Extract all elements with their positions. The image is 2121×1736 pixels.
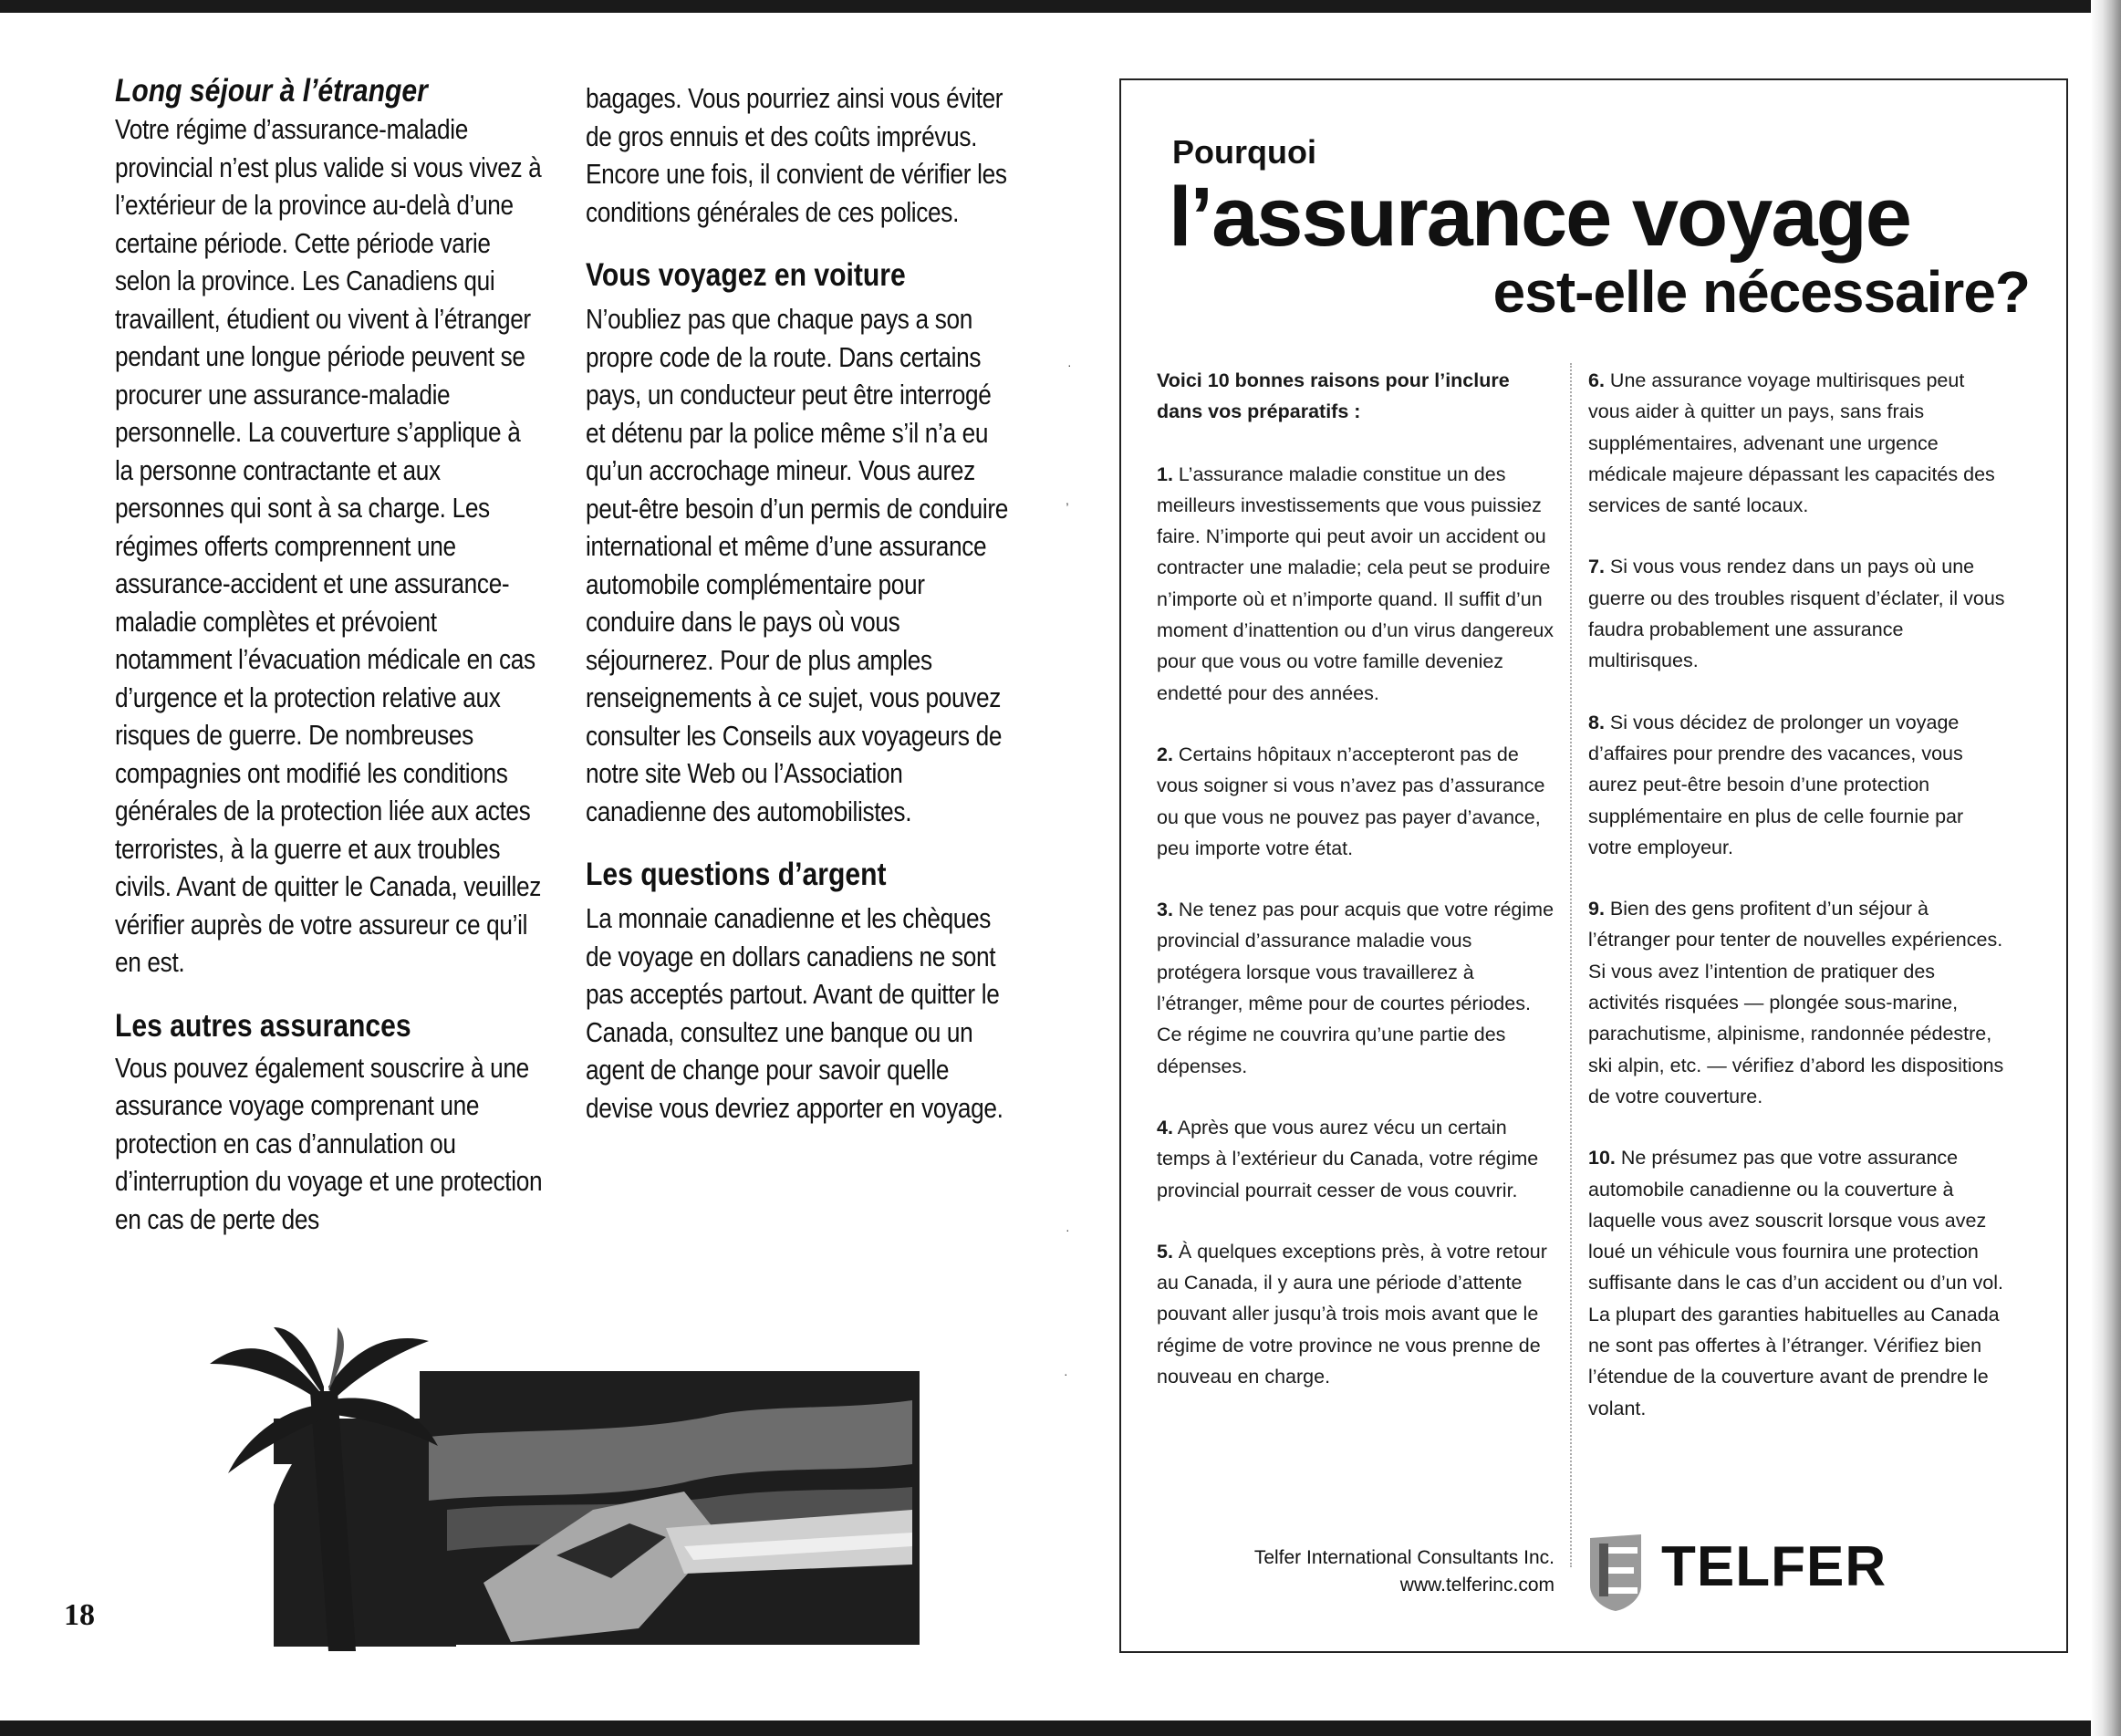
paragraph-long-sejour: Votre régime d’assurance-maladie provincial n’est plus valide si vous vivez à l’extérieur de la province au-delà d’une certaine période. Cette période varie selon la province. Les Canadiens qui travaillent, étudient ou vivent à l’étranger pendant une longue période peuvent se procurer une assurance-maladie personnelle. La couverture s’applique à la personne contractante et aux personnes qui sont à sa charge. Les régimes offerts comprennent une assurance-accident et une assurance-maladie complètes et prévoient notamment l’évacuation médicale en cas d’urgence et la protection relative aux risques de guerre. De nombreuses compagnies ont modifié les conditions générales de la protection liée aux actes terroristes, à la guerre et aux troubles civils. Avant de quitter le Canada, veuillez vérifier auprès de votre assureur ce qu’il en est. — [115, 114, 542, 978]
reason-item-6 — [1588, 365, 2008, 521]
reason-item-1 — [1157, 459, 1558, 709]
reason-number: 5. — [1157, 1240, 1173, 1263]
scan-speck: , — [1066, 493, 1069, 507]
scan-edge-top — [0, 0, 2121, 13]
telfer-shield-icon — [1586, 1531, 1645, 1613]
scan-speck: · — [1066, 1222, 1070, 1237]
insurance-advertisement — [1119, 78, 2068, 1653]
reason-number: 3. — [1157, 899, 1173, 921]
reason-text: Ne tenez pas pour acquis que votre régime provincial d’assurance maladie vous protégera lorsque vous travaillerez à l’étranger, même pour de courtes périodes. Ce régime ne couvrira qu’une partie des dépenses. — [1157, 899, 1554, 1077]
heading-voiture: Vous voyagez en voiture — [586, 257, 906, 293]
reason-text: Après que vous aurez vécu un certain temps à l’extérieur du Canada, votre régime provincial pourrait cesser de vous couvrir. — [1157, 1116, 1539, 1201]
ad-column-right — [1588, 365, 2008, 1454]
text-column-1 — [115, 71, 544, 1239]
reason-number: 9. — [1588, 898, 1605, 920]
reason-text: Si vous vous rendez dans un pays où une guerre ou des troubles risquent d’éclater, il vous faudra probablement une assurance multirisques. — [1588, 556, 2005, 672]
reason-item-2 — [1157, 739, 1558, 864]
text-column-2 — [586, 80, 1014, 1128]
column-separator — [1570, 363, 1572, 1567]
reason-text: Certains hôpitaux n’accepteront pas de vous soigner si vous n’avez pas d’assurance ou que vous ne pouvez pas payer d’avance, peu importe votre état. — [1157, 743, 1545, 859]
paragraph-voiture: N’oubliez pas que chaque pays a son propre code de la route. Dans certains pays, un conducteur peut être interrogé et détenu par la police même s’il n’a eu qu’un accrochage mineur. Vous aurez peut-être besoin d’un permis de conduire international et même d’une assurance automobile complémentaire pour conduire dans le pays où vous séjournerez. Pour de plus amples renseignements à ce sujet, vous pouvez consulter les Conseils aux voyageurs de notre site Web ou l’Association canadienne des automobilistes. — [586, 304, 1009, 827]
reason-text: Ne présumez pas que votre assurance automobile canadienne ou la couverture à laquelle vous avez souscrit lorsque vous avez loué un véhicule vous fournira une protection suffisante dans le cas d’un accident ou d’un vol. La plupart des garanties habituelles au Canada ne sont pas offertes à l’étranger. Vérifiez bien l’étendue de la couverture avant de prendre le volant. — [1588, 1147, 2003, 1419]
reason-number: 1. — [1157, 463, 1173, 485]
company-website: www.telferinc.com — [1399, 1575, 1554, 1596]
page-number: 18 — [64, 1598, 95, 1632]
reason-item-3 — [1157, 894, 1558, 1082]
reason-text: Une assurance voyage multirisques peut vous aider à quitter un pays, sans frais supplémentaires, advenant une urgence médicale majeure dépassant les capacités des services de santé locaux. — [1588, 369, 1995, 517]
reason-item-7 — [1588, 551, 2008, 676]
heading-long-sejour: Long séjour à l’étranger — [115, 73, 428, 109]
company-name: Telfer International Consultants Inc. — [1253, 1547, 1554, 1568]
scan-edge-bottom — [0, 1720, 2121, 1736]
reason-item-4 — [1157, 1112, 1558, 1206]
scan-speck: · — [1067, 358, 1072, 372]
reason-number: 4. — [1157, 1116, 1173, 1138]
reason-text: Si vous décidez de prolonger un voyage d’affaires pour prendre des vacances, vous aurez peut-être besoin d’une protection supplémentaire en plus de celle fournie par votre employeur. — [1588, 711, 1964, 858]
telfer-brand: TELFER — [1661, 1535, 1887, 1598]
paragraph-autres-assurances: Vous pouvez également souscrire à une assurance voyage comprenant une protection en cas d’annulation ou d’interruption du voyage et une protection en cas de perte des — [115, 1052, 543, 1235]
ad-kicker: Pourquoi — [1172, 133, 1316, 171]
reason-text: L’assurance maladie constitue un des meilleurs investissements que vous puissiez faire. N’importe qui peut avoir un accident ou contracter une maladie; cela peut se produire n’importe où et n’importe quand. Il suffit d’un moment d’inattention ou d’un virus dangereux pour que vous ou votre famille deveniez endetté pour des années. — [1157, 463, 1554, 704]
ad-title-line-1: l’assurance voyage — [1169, 171, 1910, 264]
page-gutter-shadow — [2091, 0, 2121, 1736]
reason-item-5 — [1157, 1236, 1558, 1392]
ad-intro: Voici 10 bonnes raisons pour l’inclure dans vos préparatifs : — [1157, 369, 1510, 423]
reason-number: 10. — [1588, 1147, 1616, 1169]
heading-argent: Les questions d’argent — [586, 857, 887, 892]
heading-autres-assurances: Les autres assurances — [115, 1007, 411, 1044]
ad-column-left — [1157, 365, 1558, 1422]
reason-text: Bien des gens profitent d’un séjour à l’étranger pour tenter de nouvelles expériences. Si vous avez l’intention de pratiquer des activités risquées — plongée sous-marine, parachutisme, alpinisme, randonnée pédestre, ski alpin, etc. — vérifiez d’abord les dispositions de votre couverture. — [1588, 898, 2004, 1107]
ad-footer-contact — [1158, 1544, 1554, 1599]
reason-number: 2. — [1157, 743, 1173, 765]
ad-title-line-2: est-elle nécessaire? — [1492, 259, 2030, 325]
reason-item-8 — [1588, 707, 2008, 863]
reason-item-10 — [1588, 1142, 2008, 1424]
reason-number: 8. — [1588, 711, 1605, 733]
reason-number: 7. — [1588, 556, 1605, 578]
scan-speck: · — [1064, 1367, 1068, 1381]
reason-text: À quelques exceptions près, à votre retour au Canada, il y aura une période d’attente pouvant aller jusqu’à trois mois avant que le régime de votre province ne vous prenne de nouveau en charge. — [1157, 1240, 1547, 1388]
car-palm-illustration — [210, 1327, 921, 1651]
paragraph-continuation: bagages. Vous pourriez ainsi vous éviter de gros ennuis et des coûts imprévus. Encore une fois, il convient de vérifier les conditions générales de ces polices. — [586, 83, 1007, 228]
reason-number: 6. — [1588, 369, 1605, 391]
reason-item-9 — [1588, 893, 2008, 1112]
paragraph-argent: La monnaie canadienne et les chèques de voyage en dollars canadiens ne sont pas acceptés partout. Avant de quitter le Canada, consultez une banque ou un agent de change pour savoir quelle devise vous devriez apporter en voyage. — [586, 903, 1003, 1124]
